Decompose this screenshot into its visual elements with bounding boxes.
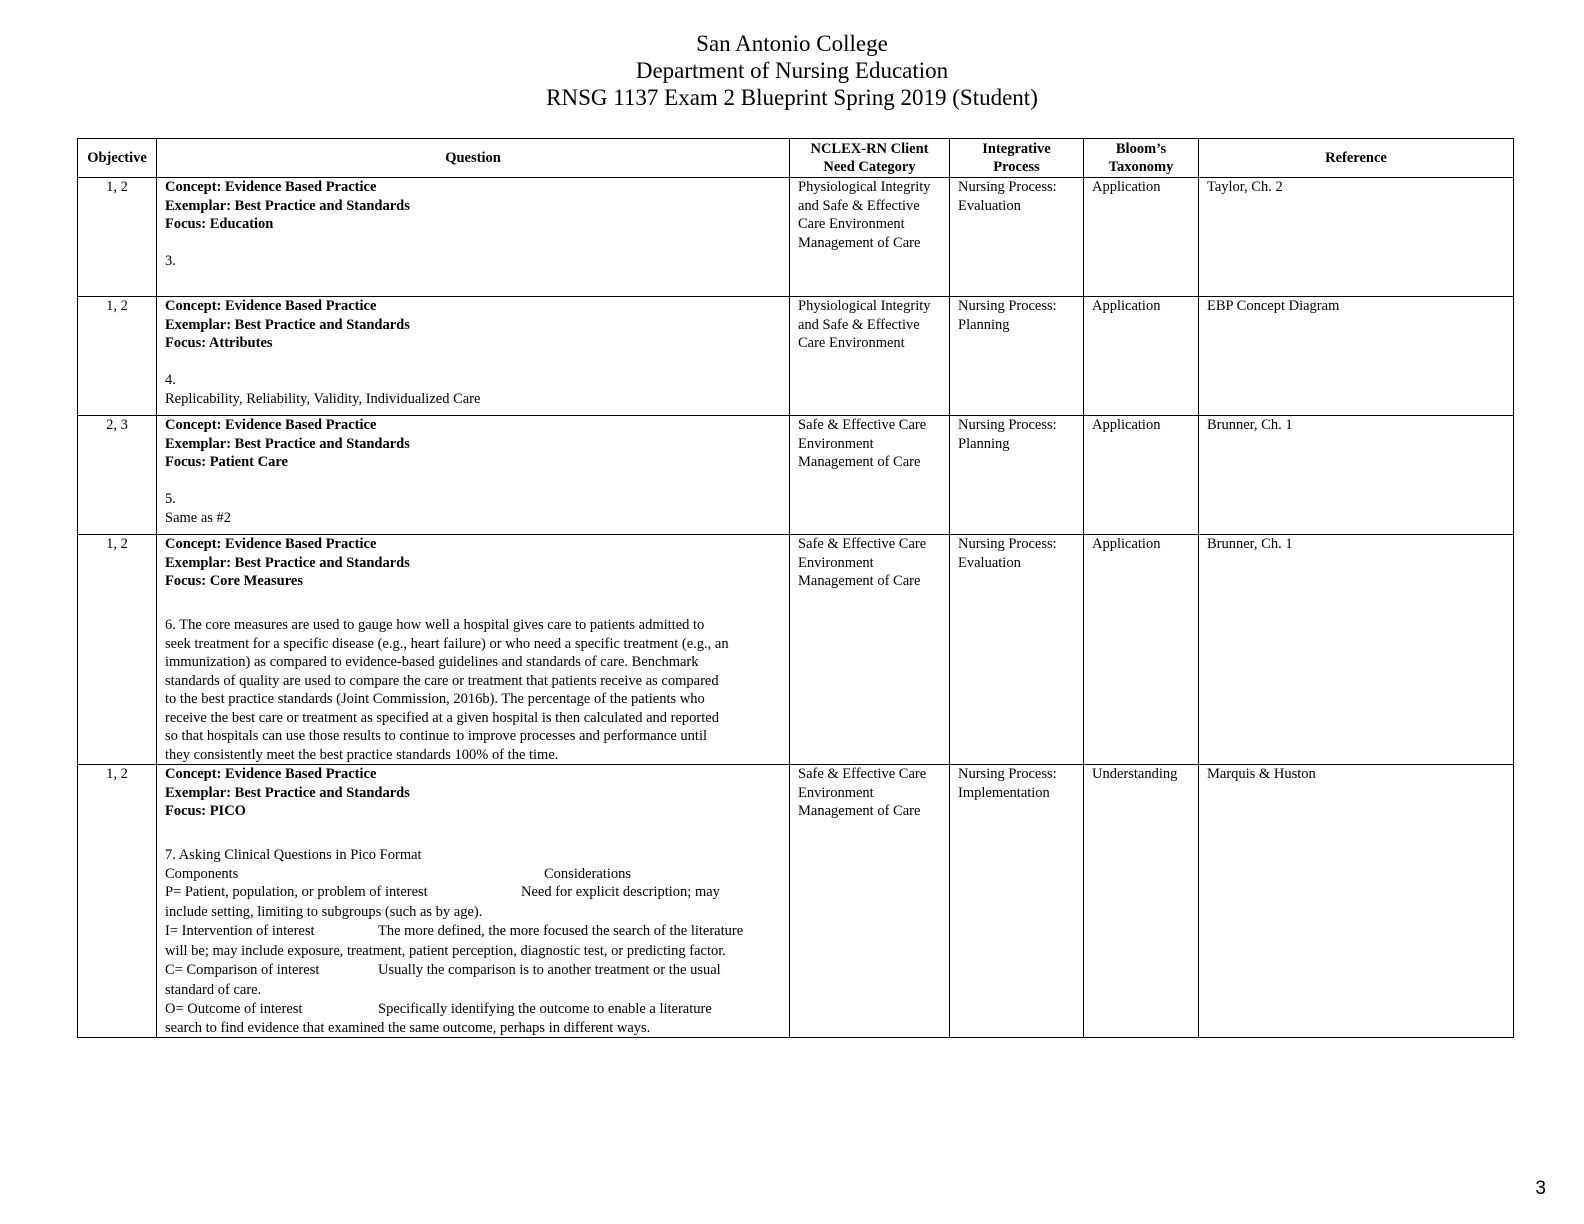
table-row <box>78 535 1514 765</box>
table-header-row <box>78 139 1514 178</box>
department-name: Department of Nursing Education <box>635 58 949 83</box>
column-header-reference: Reference <box>1199 139 1514 178</box>
reference-cell: Taylor, Ch. 2 <box>1199 178 1514 297</box>
bloom-cell: Application <box>1084 416 1199 535</box>
focus-label: Focus: Patient Care <box>165 454 288 470</box>
column-header-blooms-taxonomy: Bloom’s Taxonomy <box>1084 139 1199 178</box>
objective-cell: 1, 2 <box>78 765 157 1038</box>
document-header <box>0 30 1584 111</box>
table-row <box>78 416 1514 535</box>
focus-label: Focus: Attributes <box>165 335 273 351</box>
nclex-cell: Safe & Effective Care Environment Management of Care <box>790 416 950 535</box>
table-row <box>78 178 1514 297</box>
process-cell: Nursing Process: Implementation <box>950 765 1084 1038</box>
nclex-cell: Safe & Effective Care Environment Management of Care <box>790 765 950 1038</box>
focus-label: Focus: Education <box>165 216 274 232</box>
column-header-nclex: NCLEX-RN Client Need Category <box>790 139 950 178</box>
question-answer: Same as #2 <box>165 509 232 526</box>
question-cell <box>157 765 790 1038</box>
objective-cell: 1, 2 <box>78 178 157 297</box>
column-header-objective: Objective <box>78 139 157 178</box>
question-cell <box>157 297 790 416</box>
nclex-cell: Physiological Integrity and Safe & Effective Care Environment <box>790 297 950 416</box>
exemplar-label: Exemplar: Best Practice and Standards <box>165 316 410 333</box>
concept-label: Concept: Evidence Based Practice <box>165 766 377 782</box>
objective-cell: 2, 3 <box>78 416 157 535</box>
question-answer: Replicability, Reliability, Validity, Individualized Care <box>165 390 481 407</box>
question-cell <box>157 535 790 765</box>
process-cell: Nursing Process: Planning <box>950 416 1084 535</box>
reference-cell: Brunner, Ch. 1 <box>1199 416 1514 535</box>
question-cell <box>157 178 790 297</box>
focus-label: Focus: PICO <box>165 803 246 819</box>
concept-label: Concept: Evidence Based Practice <box>165 417 377 433</box>
college-name: San Antonio College <box>696 31 888 56</box>
exemplar-label: Exemplar: Best Practice and Standards <box>165 197 410 214</box>
blueprint-table <box>77 138 1514 1038</box>
reference-cell: EBP Concept Diagram <box>1199 297 1514 416</box>
question-number: 5. <box>165 491 176 507</box>
pico-title: 7. Asking Clinical Questions in Pico Format <box>165 847 422 863</box>
question-cell <box>157 416 790 535</box>
question-answer: 6. The core measures are used to gauge how well a hospital gives care to patients admitted to seek treatment for a specific disease (e.g., heart failure) or who need a specific treatment (e.g., an immunization) as compared to evidence-based guidelines and standards of care. Benchmark standards of quality are used to compare the care or treatment that patients receive as compared to the best practice standards (Joint Commission, 2016b). The percentage of the patients who receive the best care or treatment as specified at a given hospital is then calculated and reported so that hospitals can use those results to continue to improve processes and performance until they consistently meet the best practice standards 100% of the time. <box>165 617 729 763</box>
exemplar-label: Exemplar: Best Practice and Standards <box>165 554 410 571</box>
column-header-question: Question <box>157 139 790 178</box>
bloom-cell: Understanding <box>1084 765 1199 1038</box>
objective-cell: 1, 2 <box>78 535 157 765</box>
nclex-cell: Physiological Integrity and Safe & Effective Care Environment Management of Care <box>790 178 950 297</box>
reference-cell: Marquis & Huston <box>1199 765 1514 1038</box>
nclex-cell: Safe & Effective Care Environment Management of Care <box>790 535 950 765</box>
concept-label: Concept: Evidence Based Practice <box>165 298 377 314</box>
exemplar-label: Exemplar: Best Practice and Standards <box>165 435 410 452</box>
question-number: 4. <box>165 372 176 388</box>
question-number: 3. <box>165 253 176 269</box>
concept-label: Concept: Evidence Based Practice <box>165 536 377 552</box>
table-row <box>78 297 1514 416</box>
process-cell: Nursing Process: Planning <box>950 297 1084 416</box>
objective-cell: 1, 2 <box>78 297 157 416</box>
focus-label: Focus: Core Measures <box>165 573 303 589</box>
pico-table-header: Components Considerations <box>165 865 631 882</box>
bloom-cell: Application <box>1084 297 1199 416</box>
exam-title: RNSG 1137 Exam 2 Blueprint Spring 2019 (Student) <box>546 85 1038 110</box>
page-number: 3 <box>1535 1178 1546 1199</box>
column-header-integrative-process: Integrative Process <box>950 139 1084 178</box>
process-cell: Nursing Process: Evaluation <box>950 535 1084 765</box>
process-cell: Nursing Process: Evaluation <box>950 178 1084 297</box>
pico-components: P= Patient, population, or problem of interest Need for explicit description; may include setting, limiting to subgroups (such as by age). I= Intervention of interest The more defined, the more focused the search of the literature will be; may include exposure, treatment, patient perception, diagnostic test, or predicting factor. C= Comparison of interest Usually the comparison is to another treatment or the usual standard of care. O= Outcome of interest Specifically identifying the outcome to enable a literature search to find evidence that examined the same outcome, perhaps in different ways. <box>165 884 744 1036</box>
bloom-cell: Application <box>1084 535 1199 765</box>
concept-label: Concept: Evidence Based Practice <box>165 179 377 195</box>
bloom-cell: Application <box>1084 178 1199 297</box>
reference-cell: Brunner, Ch. 1 <box>1199 535 1514 765</box>
table-row <box>78 765 1514 1038</box>
exemplar-label: Exemplar: Best Practice and Standards <box>165 784 410 801</box>
